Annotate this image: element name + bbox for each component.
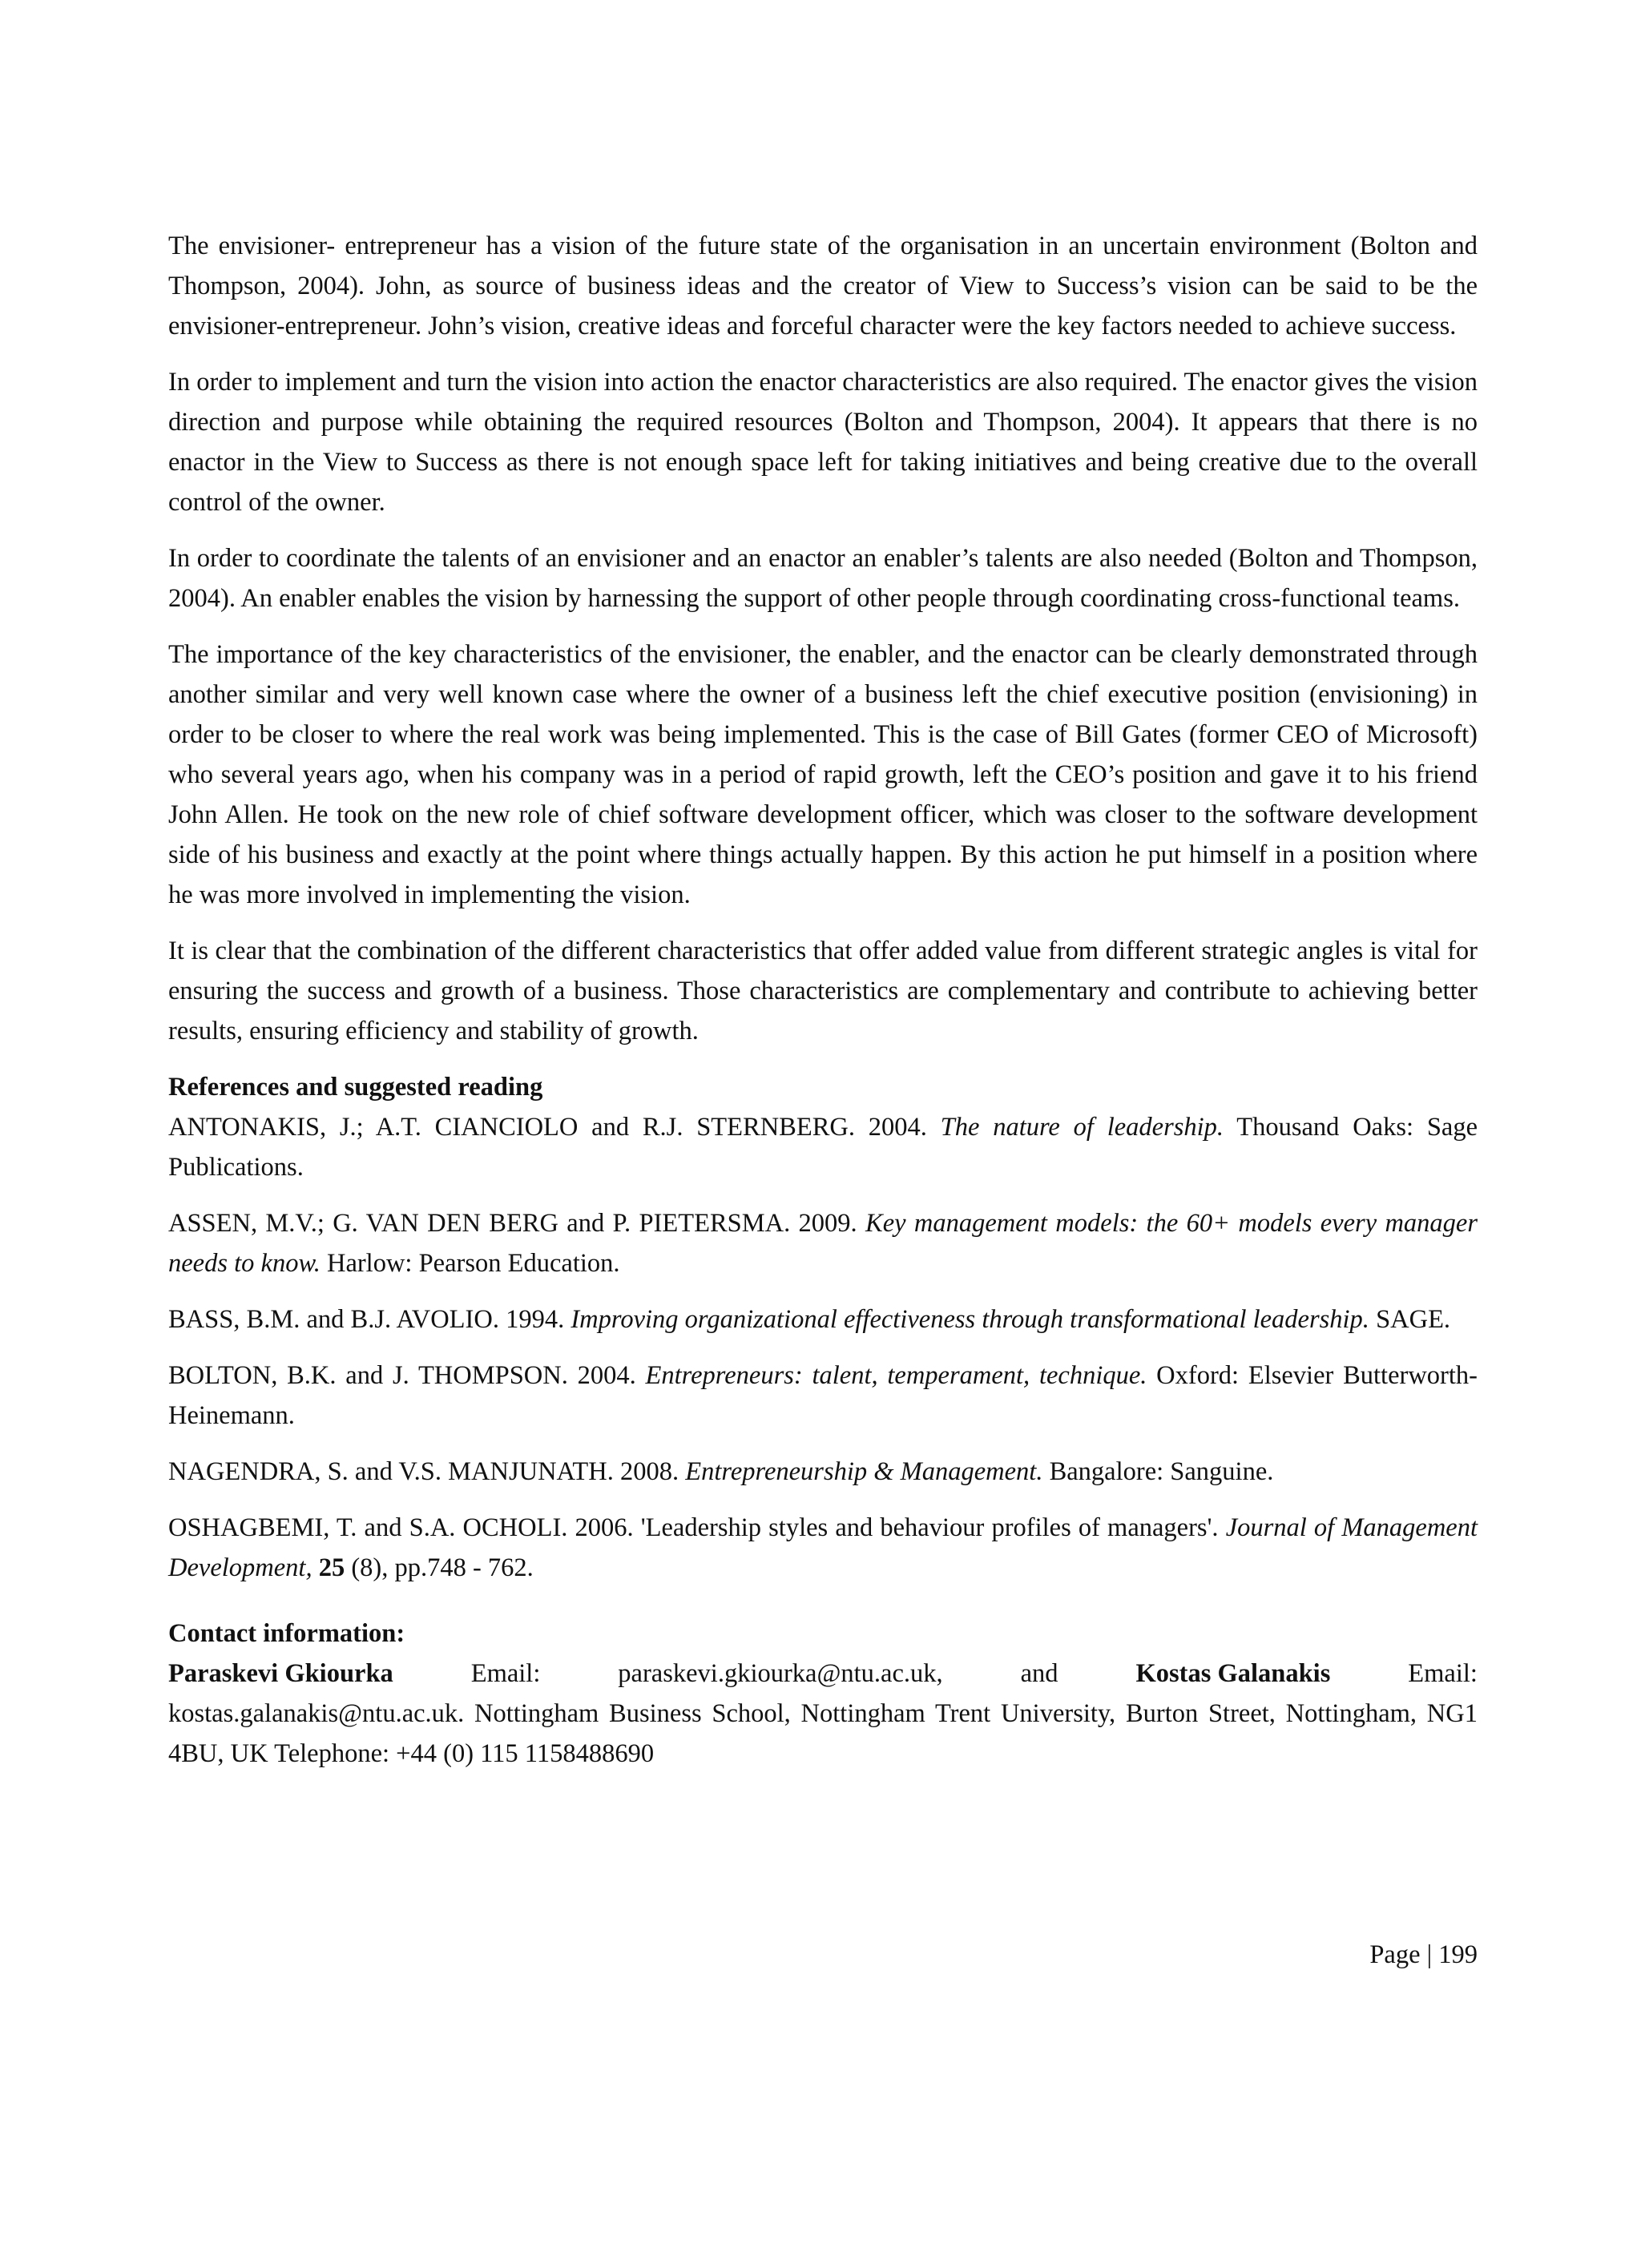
reference-pages: (8), pp.748 - 762. [345,1553,534,1582]
reference-publisher: SAGE. [1369,1305,1451,1334]
contact-details: kostas.galanakis@ntu.ac.uk. Nottingham Business School, Nottingham Trent University, Burton Street, Nottingham, NG1 4BU, UK Telephone: +44 (0) 115 1158488690 [168,1699,1478,1768]
contact-conjunction: and [1020,1659,1058,1688]
reference-entry [168,1107,1478,1187]
reference-journal: Journal of Management Development, [168,1513,1478,1582]
document-body [168,226,1478,1774]
reference-authors: BOLTON, B.K. and J. THOMPSON. 2004. [168,1361,646,1390]
reference-publisher: Oxford: Elsevier Butterworth-Heinemann. [168,1361,1478,1430]
body-paragraph: The envisioner- entrepreneur has a vision of the future state of the organisation in an uncertain environment (Bolton and Thompson, 2004). John, as source of business ideas and the creator of View to Success’s vision can be said to be the envisioner-entrepreneur. John’s vision, creative ideas and forceful character were the key factors needed to achieve success. [168,232,1478,340]
contact-name: Kostas Galanakis [1135,1659,1331,1688]
reference-authors: OSHAGBEMI, T. and S.A. OCHOLI. 2006. 'Leadership styles and behaviour profiles of managers'. [168,1513,1226,1542]
reference-entry [168,1356,1478,1436]
contact-line [168,1654,1478,1694]
reference-title: Entrepreneurship & Management. [685,1457,1043,1486]
contact-email: paraskevi.gkiourka@ntu.ac.uk, [618,1659,943,1688]
reference-entry [168,1299,1478,1339]
reference-authors: ANTONAKIS, J.; A.T. CIANCIOLO and R.J. STERNBERG. 2004. [168,1113,941,1142]
body-paragraph: It is clear that the combination of the different characteristics that offer added value from different strategic angles is vital for ensuring the success and growth of a business. Those characteristics are complementary and contribute to achieving better results, ensuring efficiency and stability of growth. [168,937,1478,1045]
reference-title: The nature of leadership. [940,1113,1224,1142]
reference-title: Improving organizational effectiveness through transformational leadership. [571,1305,1369,1334]
reference-title: Entrepreneurs: talent, temperament, technique. [645,1361,1147,1390]
reference-authors: BASS, B.M. and B.J. AVOLIO. 1994. [168,1305,571,1334]
page-number: Page | 199 [1369,1940,1478,1969]
contact-heading: Contact information: [168,1619,405,1648]
reference-volume: 25 [318,1553,345,1582]
reference-authors: NAGENDRA, S. and V.S. MANJUNATH. 2008. [168,1457,686,1486]
reference-title: Key management models: the 60+ models every manager needs to know. [168,1209,1478,1278]
body-paragraph: The importance of the key characteristics of the envisioner, the enabler, and the enactor can be clearly demonstrated through another similar and very well known case where the owner of a business left the chief executive position (envisioning) in order to be closer to where the real work was being implemented. This is the case of Bill Gates (former CEO of Microsoft) who several years ago, when his company was in a period of rapid growth, left the CEO’s position and gave it to his friend John Allen. He took on the new role of chief software development officer, which was closer to the software development side of his business and exactly at the point where things actually happen. By this action he put himself in a position where he was more involved in implementing the vision. [168,640,1478,909]
contact-name: Paraskevi Gkiourka [168,1659,393,1688]
reference-publisher: Harlow: Pearson Education. [320,1249,620,1278]
references-heading: References and suggested reading [168,1073,543,1102]
reference-authors: ASSEN, M.V.; G. VAN DEN BERG and P. PIETERSMA. 2009. [168,1209,866,1238]
body-paragraph: In order to coordinate the talents of an envisioner and an enactor an enabler’s talents are also needed (Bolton and Thompson, 2004). An enabler enables the vision by harnessing the support of other people through coordinating cross-functional teams. [168,544,1478,613]
reference-publisher: Bangalore: Sanguine. [1042,1457,1274,1486]
reference-publisher: Thousand Oaks: Sage Publications. [168,1113,1478,1182]
reference-entry [168,1452,1478,1492]
email-label: Email: [470,1659,541,1688]
reference-entry [168,1508,1478,1588]
body-paragraph: In order to implement and turn the vision into action the enactor characteristics are also required. The enactor gives the vision direction and purpose while obtaining the required resources (Bolton and Thompson, 2004). It appears that there is no enactor in the View to Success as there is not enough space left for taking initiatives and being creative due to the overall control of the owner. [168,368,1478,517]
reference-entry [168,1203,1478,1283]
email-label: Email: [1408,1659,1478,1688]
